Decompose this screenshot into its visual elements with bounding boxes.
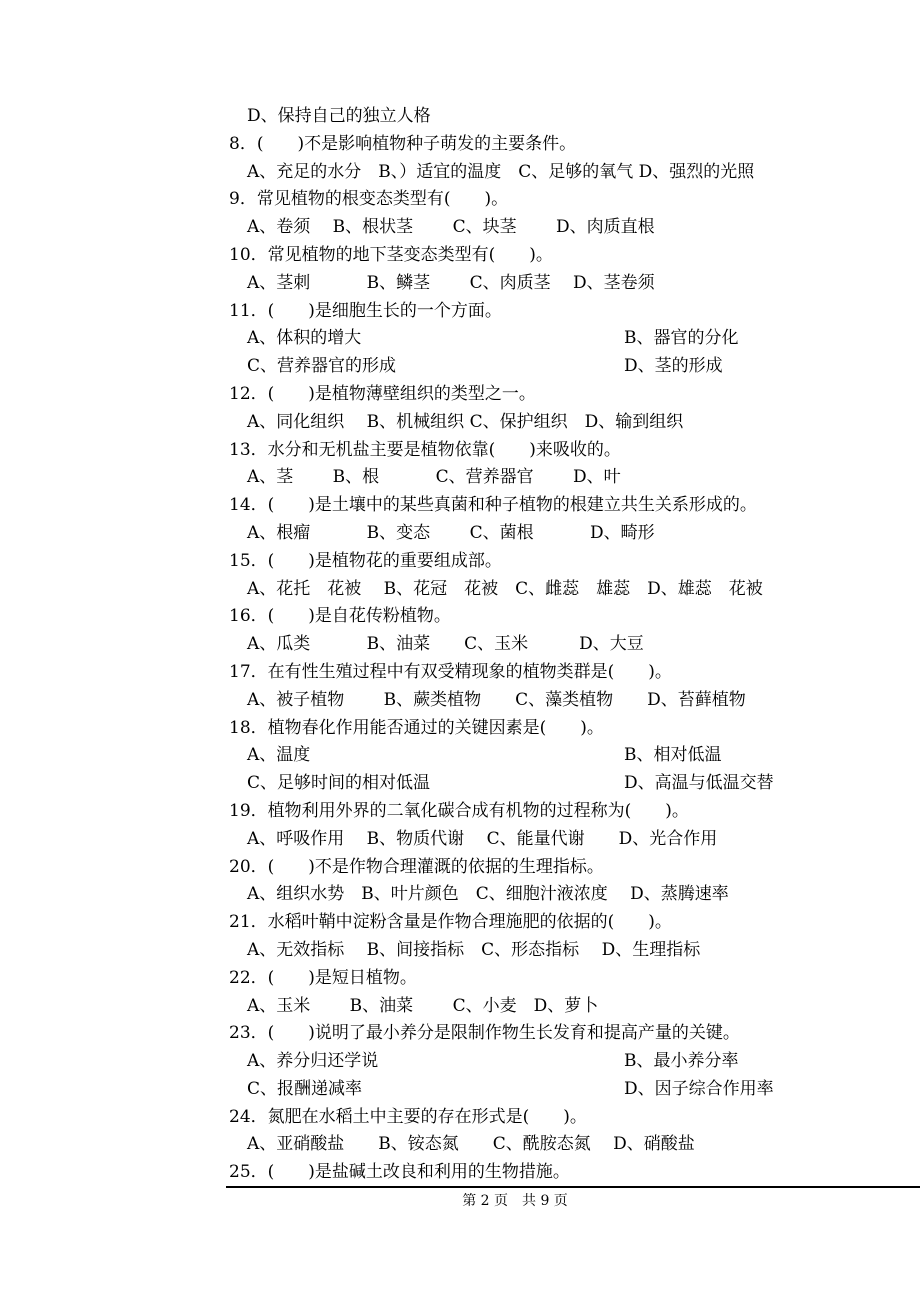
option-row: A、呼吸作用 B、物质代谢 C、能量代谢 D、光合作用 [247,828,718,849]
question-stem: 13．水分和无机盐主要是植物依靠( )来吸收的。 [229,439,621,460]
option-row: D、保持自己的独立人格 [247,106,431,126]
question-stem: 21．水稻叶鞘中淀粉含量是作物合理施肥的依据的( )。 [229,912,672,933]
question-stem: 9．常见植物的根变态类型有( )。 [229,189,509,210]
question-list [0,103,920,1187]
option-right: B、相对低温 [624,745,722,766]
option-right: D、高温与低温交替 [624,773,774,794]
option-left: C、足够时间的相对低温 [247,773,431,794]
option-row: A、茎刺 B、鳞茎 C、肉质茎 D、茎卷须 [247,272,655,293]
question-stem: 16．( )是自花传粉植物。 [229,606,451,627]
option-left: C、报酬递减率 [247,1078,363,1099]
question-stem: 10．常见植物的地下茎变态类型有( )。 [229,244,553,265]
question-stem: 17．在有性生殖过程中有双受精现象的植物类群是( )。 [229,661,672,682]
question-stem: 15．( )是植物花的重要组成部。 [229,550,502,571]
option-row [0,1048,920,1076]
option-row: A、亚硝酸盐 B、铵态氮 C、酰胺态氮 D、硝酸盐 [247,1134,695,1155]
option-row: A、无效指标 B、间接指标 C、形态指标 D、生理指标 [247,939,701,960]
option-row: A、被子植物 B、蕨类植物 C、藻类植物 D、苔藓植物 [247,689,746,710]
option-left: A、温度 [247,745,311,766]
option-row: A、卷须 B、根状茎 C、块茎 D、肉质直根 [247,217,655,238]
option-row: A、玉米 B、油菜 C、小麦 D、萝卜 [247,995,599,1016]
option-right: B、器官的分化 [624,328,739,349]
question-stem: 24．氮肥在水稻土中主要的存在形式是( )。 [229,1106,587,1127]
option-left: C、营养器官的形成 [247,356,397,377]
option-row [0,325,920,353]
footer-divider [226,1186,920,1188]
question-stem: 22．( )是短日植物。 [229,967,417,988]
option-right: D、茎的形成 [624,356,723,377]
question-stem: 23．( )说明了最小养分是限制作物生长发育和提高产量的关键。 [229,1023,740,1044]
question-stem: 19．植物利用外界的二氧化碳合成有机物的过程称为( )。 [229,800,689,821]
option-row: A、组织水势 B、叶片颜色 C、细胞汁液浓度 D、蒸腾速率 [247,884,729,905]
question-stem: 25．( )是盐碱土改良和利用的生物措施。 [229,1162,570,1183]
option-left: A、养分归还学说 [247,1051,379,1072]
option-row: A、瓜类 B、油菜 C、玉米 D、大豆 [247,634,644,655]
option-row [0,1076,920,1104]
option-right: B、最小养分率 [624,1051,739,1072]
option-row [0,742,920,770]
question-stem: 20．( )不是作物合理灌溉的依据的生理指标。 [229,856,604,877]
option-row: A、花托 花被 B、花冠 花被 C、雌蕊 雄蕊 D、雄蕊 花被 [247,578,763,599]
option-row [0,770,920,798]
option-row [0,353,920,381]
option-left: A、体积的增大 [247,328,362,349]
question-stem: 11．( )是细胞生长的一个方面。 [229,300,502,321]
option-row: A、茎 B、根 C、营养器官 D、叶 [247,467,621,488]
option-right: D、因子综合作用率 [624,1078,774,1099]
question-stem: 14．( )是土壤中的某些真菌和种子植物的根建立共生关系形成的。 [229,495,757,516]
option-row: A、同化组织 B、机械组织 C、保护组织 D、输到组织 [247,411,684,432]
option-row: A、根瘤 B、变态 C、菌根 D、畸形 [247,522,655,543]
option-row: A、充足的水分 B、）适宜的温度 C、足够的氧气 D、强烈的光照 [247,161,755,182]
question-stem: 18．植物春化作用能否通过的关键因素是( )。 [229,717,604,738]
page-footer: 第 2 页 共 9 页 [462,1193,568,1209]
question-stem: 8．( )不是影响植物种子萌发的主要条件。 [229,133,577,154]
question-stem: 12．( )是植物薄壁组织的类型之一。 [229,383,536,404]
